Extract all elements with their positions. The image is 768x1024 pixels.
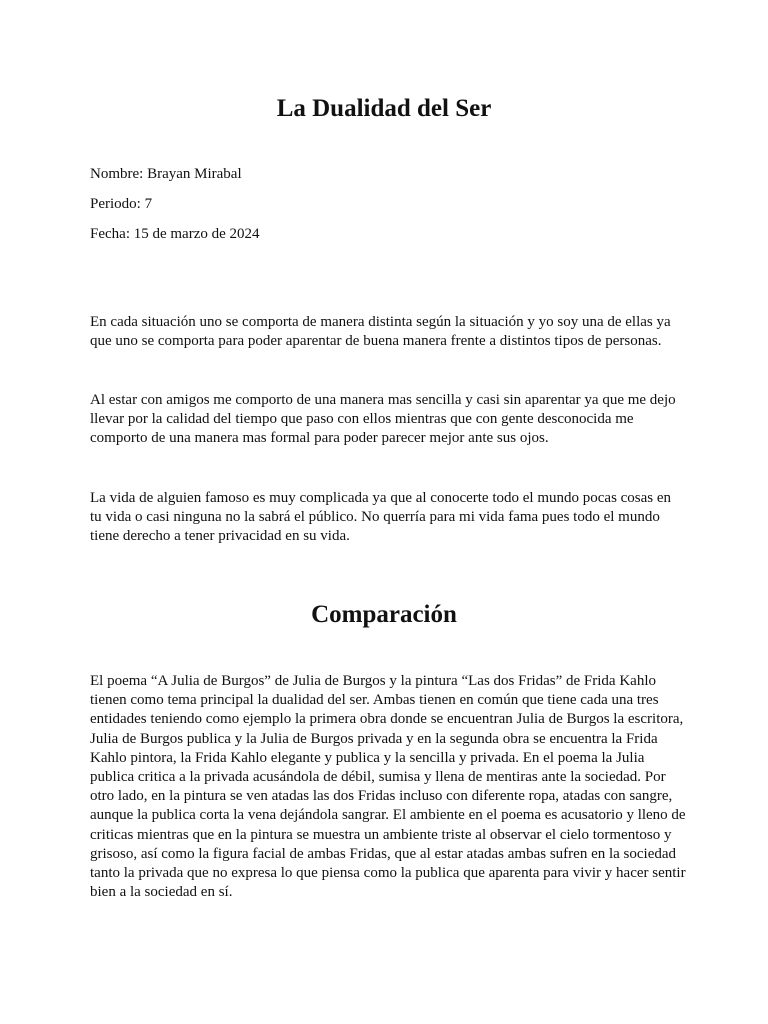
comparison-paragraph: El poema “A Julia de Burgos” de Julia de Burgos y la pintura “Las dos Fridas” de Frida Kahlo tienen como tema principal la dualidad del ser. Ambas tienen en común que tiene cada una tres entidades teniendo como ejemplo la primera obra donde se encuentran Julia de Burgos la escritora, Julia de Burgos publica y la Julia de Burgos privada y en la segunda obra se encuentra la Frida Kahlo pintora, la Frida Kahlo elegante y publica y la sencilla y privada. En el poema la Julia publica critica a la privada acusándola de débil, sumisa y llena de mentiras ante la sociedad. Por otro lado, en la pintura se ven atadas las dos Fridas incluso con diferente ropa, atadas con sangre, aunque la publica corta la vena dejándola sangrar. El ambiente en el poema es acusatorio y lleno de criticas mientras que en la pintura se muestra un ambiente triste al observar el cielo tormentoso y grisoso, así como la figura facial de ambas Fridas, que al estar atadas ambas sufren en la sociedad tanto la privada que no expresa lo que piensa como la publica que aparenta para vivir y hacer sentir bien a la sociedad en sí. [90, 673, 686, 901]
date: Fecha: 15 de marzo de 2024 [90, 226, 260, 242]
period: Periodo: 7 [90, 196, 153, 212]
author-name: Nombre: Brayan Mirabal [90, 166, 242, 182]
section-title: Comparación [311, 601, 457, 628]
paragraph-1: En cada situación uno se comporta de manera distinta según la situación y yo soy una de ellas ya que uno se comporta para poder aparentar de buena manera frente a distintos tipos de personas. [90, 314, 671, 350]
document-title: La Dualidad del Ser [276, 95, 492, 122]
paragraph-2: Al estar con amigos me comporto de una manera mas sencilla y casi sin aparentar ya que me dejo llevar por la calidad del tiempo que paso con ellos mientras que con gente desconocida me comporto de una manera mas formal para poder parecer mejor ante sus ojos. [90, 392, 676, 447]
paragraph-3: La vida de alguien famoso es muy complicada ya que al conocerte todo el mundo pocas cosas en tu vida o casi ninguna no la sabrá el público. No querría para mi vida fama pues todo el mundo tiene derecho a tener privacidad en su vida. [90, 490, 672, 545]
